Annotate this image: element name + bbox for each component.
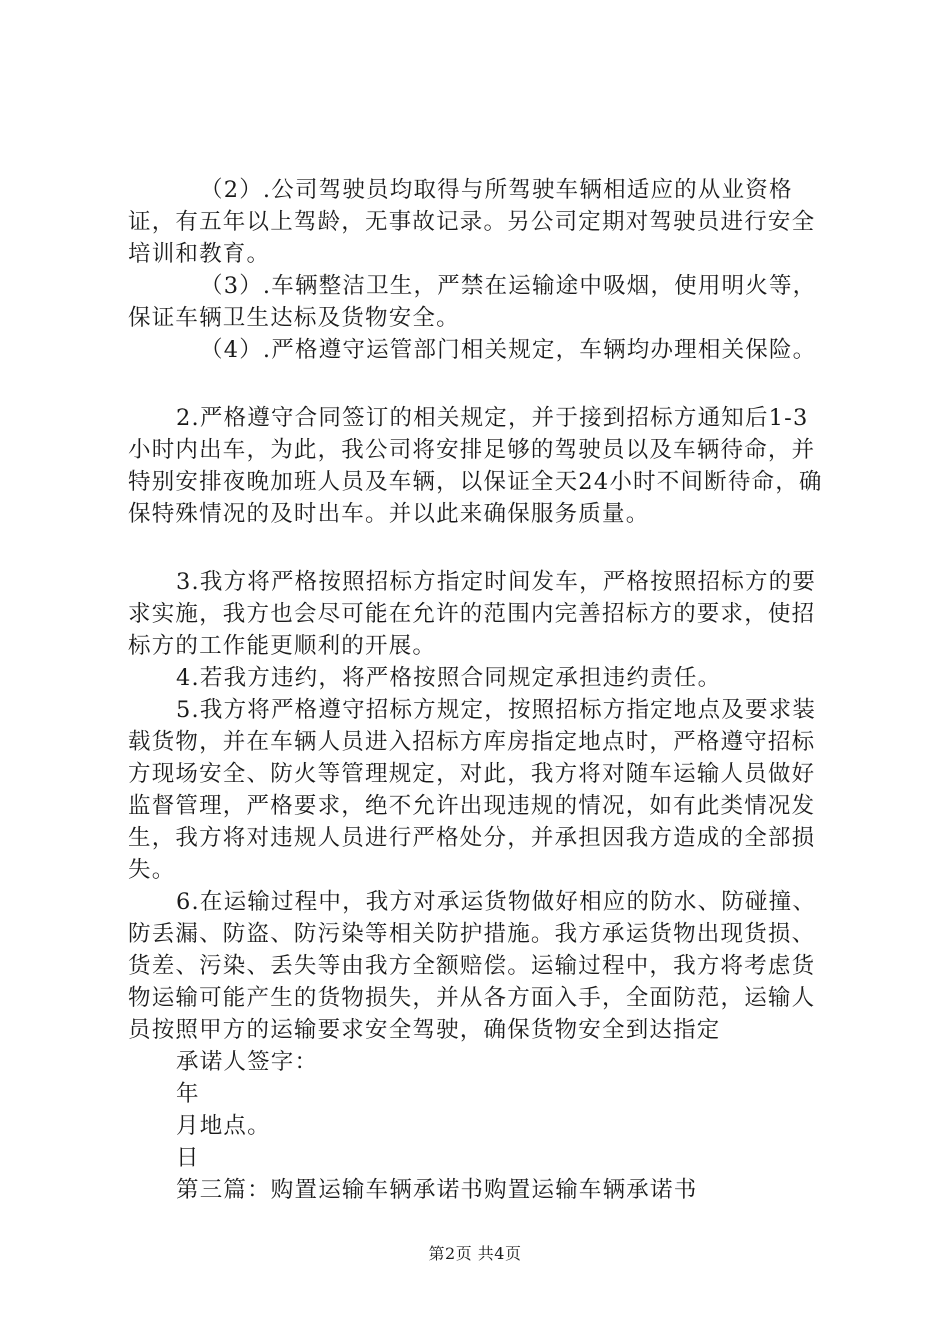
- paragraph-item-5: 5.我方将严格遵守招标方规定，按照招标方指定地点及要求装载货物，并在车辆人员进入招标方库房指定地点时，严格遵守招标方现场安全、防火等管理规定，对此，我方将对随车运输人员做好监督管理，严格要求，绝不允许出现违规的情况，如有此类情况发生，我方将对违规人员进行严格处分，并承担因我方造成的全部损失。: [128, 697, 817, 883]
- signature-block: [128, 1046, 828, 1206]
- paragraph-item-2: 2.严格遵守合同签订的相关规定，并于接到招标方通知后1-3小时内出车，为此，我公司将安排足够的驾驶员以及车辆待命，并特别安排夜晚加班人员及车辆，以保证全天24小时不间断待命，确保特殊情况的及时出车。并以此来确保服务质量。: [128, 405, 823, 527]
- paragraph-gap: [128, 366, 828, 402]
- paragraph-gap: [128, 530, 828, 566]
- signature-day: 日: [176, 1145, 200, 1171]
- paragraph-item-6: 6.在运输过程中，我方对承运货物做好相应的防水、防碰撞、防丢漏、防盗、防污染等相关防护措施。我方承运货物出现货损、货差、污染、丢失等由我方全额赔偿。运输过程中，我方将考虑货物运输可能产生的货物损失，并从各方面入手，全面防范，运输人员按照甲方的运输要求安全驾驶，确保货物安全到达指定: [128, 889, 817, 1043]
- paragraph-sub-2: （2）.公司驾驶员均取得与所驾驶车辆相适应的从业资格证，有五年以上驾龄，无事故记录。另公司定期对驾驶员进行安全培训和教育。: [128, 177, 816, 267]
- document-body: [128, 174, 828, 1206]
- paragraph-item-3: 3.我方将严格按照招标方指定时间发车，严格按照招标方的要求实施，我方也会尽可能在允许的范围内完善招标方的要求，使招标方的工作能更顺利的开展。: [128, 569, 817, 659]
- signature-year: 年: [176, 1081, 200, 1107]
- next-section-title: 第三篇：购置运输车辆承诺书购置运输车辆承诺书: [176, 1177, 698, 1203]
- paragraph-item-4: 4.若我方违约，将严格按照合同规定承担违约责任。: [176, 665, 722, 691]
- signer-label: 承诺人签字：: [176, 1049, 319, 1075]
- paragraph-sub-3: （3）.车辆整洁卫生，严禁在运输途中吸烟，使用明火等，保证车辆卫生达标及货物安全。: [128, 273, 817, 331]
- page-footer: 第2页 共4页: [428, 1244, 522, 1263]
- paragraph-sub-4: （4）.严格遵守运管部门相关规定，车辆均办理相关保险。: [200, 337, 817, 363]
- signature-month-place: 月地点。: [176, 1113, 271, 1139]
